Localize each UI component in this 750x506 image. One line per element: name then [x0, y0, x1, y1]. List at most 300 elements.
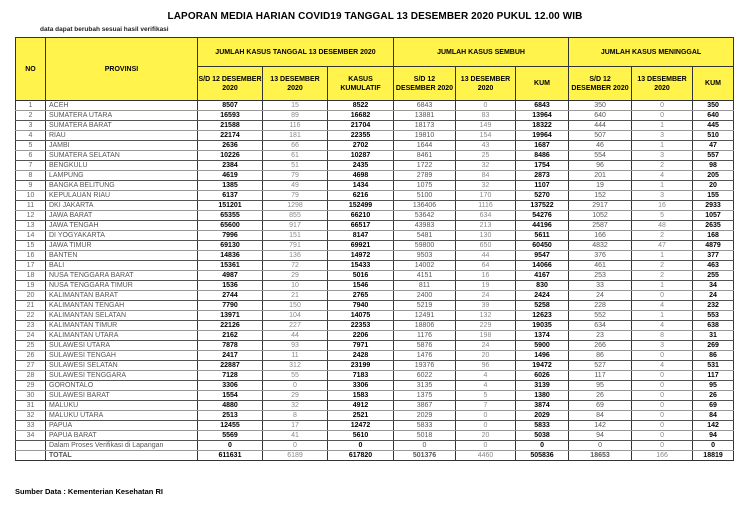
kasus-kum: 8147 — [328, 231, 394, 241]
sembuh-today: 198 — [456, 331, 516, 341]
meninggal-sd: 152 — [569, 191, 632, 201]
kasus-today: 32 — [263, 401, 328, 411]
meninggal-today: 0 — [632, 431, 693, 441]
kasus-today: 136 — [263, 251, 328, 261]
kasus-kum: 22355 — [328, 131, 394, 141]
row-provinsi: BANGKA BELITUNG — [46, 181, 198, 191]
sembuh-sd: 12491 — [394, 311, 456, 321]
sembuh-sd: 59800 — [394, 241, 456, 251]
covid-report-table — [15, 37, 734, 461]
sembuh-sd: 43983 — [394, 221, 456, 231]
kasus-kum: 2765 — [328, 291, 394, 301]
meninggal-today: 0 — [632, 381, 693, 391]
row-provinsi: KEPULAUAN RIAU — [46, 191, 198, 201]
sembuh-sd: 5833 — [394, 421, 456, 431]
meninggal-kum: 18819 — [693, 451, 734, 461]
meninggal-sd: 444 — [569, 121, 632, 131]
table-row — [16, 191, 734, 201]
sembuh-today: 130 — [456, 231, 516, 241]
kasus-sd: 21588 — [198, 121, 263, 131]
meninggal-sd: 527 — [569, 361, 632, 371]
meninggal-kum: 155 — [693, 191, 734, 201]
sembuh-sd: 1075 — [394, 181, 456, 191]
kasus-today: 104 — [263, 311, 328, 321]
meninggal-sd: 0 — [569, 441, 632, 451]
row-provinsi: DKI JAKARTA — [46, 201, 198, 211]
meninggal-kum: 24 — [693, 291, 734, 301]
sembuh-today: 83 — [456, 111, 516, 121]
sembuh-sd: 1722 — [394, 161, 456, 171]
header-kasus-kum: KASUS KUMULATIF — [328, 67, 394, 101]
row-no: 32 — [16, 411, 46, 421]
table-row — [16, 321, 734, 331]
table-row — [16, 351, 734, 361]
sembuh-sd: 5100 — [394, 191, 456, 201]
meninggal-kum: 640 — [693, 111, 734, 121]
meninggal-kum: 168 — [693, 231, 734, 241]
row-no: 4 — [16, 131, 46, 141]
table-row — [16, 331, 734, 341]
sembuh-kum: 5611 — [516, 231, 569, 241]
kasus-kum: 1434 — [328, 181, 394, 191]
row-provinsi: TOTAL — [46, 451, 198, 461]
kasus-today: 917 — [263, 221, 328, 231]
sembuh-kum: 3139 — [516, 381, 569, 391]
meninggal-today: 16 — [632, 201, 693, 211]
row-provinsi: KALIMANTAN BARAT — [46, 291, 198, 301]
row-provinsi: SUMATERA BARAT — [46, 121, 198, 131]
meninggal-kum: 445 — [693, 121, 734, 131]
row-no: 5 — [16, 141, 46, 151]
meninggal-sd: 26 — [569, 391, 632, 401]
sembuh-today: 39 — [456, 301, 516, 311]
kasus-kum: 14972 — [328, 251, 394, 261]
meninggal-today: 3 — [632, 341, 693, 351]
kasus-sd: 7878 — [198, 341, 263, 351]
sembuh-sd: 501376 — [394, 451, 456, 461]
sembuh-sd: 8461 — [394, 151, 456, 161]
kasus-kum: 2206 — [328, 331, 394, 341]
row-provinsi: GORONTALO — [46, 381, 198, 391]
meninggal-kum: 34 — [693, 281, 734, 291]
table-row — [16, 441, 734, 451]
meninggal-today: 2 — [632, 161, 693, 171]
meninggal-kum: 142 — [693, 421, 734, 431]
meninggal-today: 0 — [632, 111, 693, 121]
row-provinsi: MALUKU — [46, 401, 198, 411]
row-provinsi: SULAWESI TENGAH — [46, 351, 198, 361]
kasus-today: 44 — [263, 331, 328, 341]
kasus-sd: 7996 — [198, 231, 263, 241]
sembuh-kum: 18322 — [516, 121, 569, 131]
sembuh-sd: 18806 — [394, 321, 456, 331]
meninggal-sd: 640 — [569, 111, 632, 121]
kasus-sd: 12455 — [198, 421, 263, 431]
kasus-today: 41 — [263, 431, 328, 441]
sembuh-kum: 0 — [516, 441, 569, 451]
kasus-kum: 0 — [328, 441, 394, 451]
meninggal-kum: 638 — [693, 321, 734, 331]
row-provinsi: PAPUA BARAT — [46, 431, 198, 441]
kasus-today: 151 — [263, 231, 328, 241]
sembuh-kum: 6026 — [516, 371, 569, 381]
kasus-sd: 3306 — [198, 381, 263, 391]
row-no: 27 — [16, 361, 46, 371]
row-no: 19 — [16, 281, 46, 291]
meninggal-sd: 46 — [569, 141, 632, 151]
row-provinsi: KALIMANTAN TIMUR — [46, 321, 198, 331]
table-row — [16, 111, 734, 121]
kasus-kum: 3306 — [328, 381, 394, 391]
kasus-sd: 5569 — [198, 431, 263, 441]
meninggal-kum: 463 — [693, 261, 734, 271]
row-no: 13 — [16, 221, 46, 231]
sembuh-sd: 19376 — [394, 361, 456, 371]
sembuh-kum: 14066 — [516, 261, 569, 271]
kasus-kum: 2428 — [328, 351, 394, 361]
table-row — [16, 301, 734, 311]
sembuh-today: 32 — [456, 181, 516, 191]
kasus-kum: 617820 — [328, 451, 394, 461]
meninggal-today: 8 — [632, 331, 693, 341]
sembuh-sd: 3135 — [394, 381, 456, 391]
sembuh-today: 4 — [456, 371, 516, 381]
sembuh-today: 44 — [456, 251, 516, 261]
kasus-kum: 7940 — [328, 301, 394, 311]
meninggal-kum: 2933 — [693, 201, 734, 211]
meninggal-sd: 86 — [569, 351, 632, 361]
kasus-kum: 2435 — [328, 161, 394, 171]
row-no: 25 — [16, 341, 46, 351]
row-provinsi: SULAWESI SELATAN — [46, 361, 198, 371]
kasus-kum: 66517 — [328, 221, 394, 231]
row-no: 33 — [16, 421, 46, 431]
table-row — [16, 161, 734, 171]
kasus-kum: 12472 — [328, 421, 394, 431]
row-no: 15 — [16, 241, 46, 251]
table-row — [16, 381, 734, 391]
meninggal-today: 1 — [632, 141, 693, 151]
kasus-kum: 21704 — [328, 121, 394, 131]
kasus-sd: 65600 — [198, 221, 263, 231]
row-no: 12 — [16, 211, 46, 221]
meninggal-today: 1 — [632, 311, 693, 321]
sembuh-kum: 1107 — [516, 181, 569, 191]
kasus-today: 8 — [263, 411, 328, 421]
meninggal-kum: 20 — [693, 181, 734, 191]
row-no: 28 — [16, 371, 46, 381]
sembuh-sd: 5219 — [394, 301, 456, 311]
row-no: 24 — [16, 331, 46, 341]
sembuh-kum: 19035 — [516, 321, 569, 331]
table-row — [16, 231, 734, 241]
kasus-today: 17 — [263, 421, 328, 431]
table-row — [16, 171, 734, 181]
kasus-today: 6189 — [263, 451, 328, 461]
row-no: 34 — [16, 431, 46, 441]
meninggal-sd: 554 — [569, 151, 632, 161]
kasus-sd: 2384 — [198, 161, 263, 171]
sembuh-kum: 5258 — [516, 301, 569, 311]
row-no: 31 — [16, 401, 46, 411]
sembuh-today: 20 — [456, 351, 516, 361]
kasus-sd: 0 — [198, 441, 263, 451]
kasus-today: 79 — [263, 191, 328, 201]
row-no: 17 — [16, 261, 46, 271]
kasus-today: 10 — [263, 281, 328, 291]
kasus-today: 61 — [263, 151, 328, 161]
table-row — [16, 101, 734, 111]
meninggal-kum: 4879 — [693, 241, 734, 251]
sembuh-sd: 14002 — [394, 261, 456, 271]
kasus-sd: 65355 — [198, 211, 263, 221]
row-provinsi: KALIMANTAN TENGAH — [46, 301, 198, 311]
meninggal-today: 1 — [632, 121, 693, 131]
meninggal-today: 1 — [632, 251, 693, 261]
kasus-kum: 152499 — [328, 201, 394, 211]
row-no: 21 — [16, 301, 46, 311]
kasus-sd: 1536 — [198, 281, 263, 291]
sembuh-today: 25 — [456, 151, 516, 161]
kasus-sd: 6137 — [198, 191, 263, 201]
meninggal-kum: 269 — [693, 341, 734, 351]
sembuh-kum: 5270 — [516, 191, 569, 201]
meninggal-kum: 31 — [693, 331, 734, 341]
meninggal-today: 2 — [632, 231, 693, 241]
meninggal-kum: 2635 — [693, 221, 734, 231]
sembuh-sd: 2789 — [394, 171, 456, 181]
row-provinsi: ACEH — [46, 101, 198, 111]
kasus-sd: 151201 — [198, 201, 263, 211]
kasus-sd: 22126 — [198, 321, 263, 331]
meninggal-sd: 166 — [569, 231, 632, 241]
sembuh-today: 20 — [456, 431, 516, 441]
kasus-kum: 16682 — [328, 111, 394, 121]
kasus-today: 72 — [263, 261, 328, 271]
total-row — [16, 451, 734, 461]
sembuh-today: 24 — [456, 291, 516, 301]
header-sembuh-sd: S/D 12 DESEMBER 2020 — [394, 67, 456, 101]
source-note: Sumber Data : Kementerian Kesehatan RI — [15, 487, 163, 496]
table-row — [16, 371, 734, 381]
meninggal-sd: 228 — [569, 301, 632, 311]
row-provinsi: PAPUA — [46, 421, 198, 431]
kasus-kum: 23199 — [328, 361, 394, 371]
sembuh-today: 1116 — [456, 201, 516, 211]
row-no — [16, 451, 46, 461]
header-meninggal-kum: KUM — [693, 67, 734, 101]
sembuh-today: 84 — [456, 171, 516, 181]
kasus-sd: 2417 — [198, 351, 263, 361]
sembuh-sd: 6022 — [394, 371, 456, 381]
header-meninggal-today: 13 DESEMBER 2020 — [632, 67, 693, 101]
row-no: 20 — [16, 291, 46, 301]
kasus-kum: 10287 — [328, 151, 394, 161]
header-kasus-sd: S/D 12 DESEMBER 2020 — [198, 67, 263, 101]
meninggal-sd: 253 — [569, 271, 632, 281]
table-row — [16, 251, 734, 261]
sembuh-kum: 830 — [516, 281, 569, 291]
row-provinsi: Dalam Proses Verifikasi di Lapangan — [46, 441, 198, 451]
row-no: 30 — [16, 391, 46, 401]
meninggal-kum: 510 — [693, 131, 734, 141]
kasus-today: 116 — [263, 121, 328, 131]
meninggal-kum: 531 — [693, 361, 734, 371]
sembuh-today: 0 — [456, 421, 516, 431]
kasus-today: 21 — [263, 291, 328, 301]
sembuh-today: 650 — [456, 241, 516, 251]
sembuh-sd: 4151 — [394, 271, 456, 281]
table-row — [16, 261, 734, 271]
header-kasus-today: 13 DESEMBER 2020 — [263, 67, 328, 101]
kasus-today: 791 — [263, 241, 328, 251]
header-no: NO — [16, 38, 46, 101]
sembuh-sd: 136406 — [394, 201, 456, 211]
meninggal-sd: 201 — [569, 171, 632, 181]
row-provinsi: KALIMANTAN UTARA — [46, 331, 198, 341]
sembuh-kum: 8486 — [516, 151, 569, 161]
meninggal-kum: 205 — [693, 171, 734, 181]
kasus-sd: 7128 — [198, 371, 263, 381]
sembuh-kum: 6843 — [516, 101, 569, 111]
report-subtitle: data dapat berubah sesuai hasil verifikasi — [40, 26, 169, 33]
meninggal-sd: 4832 — [569, 241, 632, 251]
sembuh-sd: 9503 — [394, 251, 456, 261]
meninggal-kum: 0 — [693, 441, 734, 451]
table-row — [16, 241, 734, 251]
meninggal-today: 1 — [632, 281, 693, 291]
table-row — [16, 281, 734, 291]
meninggal-sd: 2587 — [569, 221, 632, 231]
kasus-kum: 7971 — [328, 341, 394, 351]
row-provinsi: DI YOGYAKARTA — [46, 231, 198, 241]
table-row — [16, 341, 734, 351]
kasus-kum: 4698 — [328, 171, 394, 181]
kasus-sd: 10226 — [198, 151, 263, 161]
row-no: 7 — [16, 161, 46, 171]
table-row — [16, 391, 734, 401]
sembuh-today: 5 — [456, 391, 516, 401]
kasus-sd: 2744 — [198, 291, 263, 301]
row-provinsi: JAWA TENGAH — [46, 221, 198, 231]
sembuh-kum: 5833 — [516, 421, 569, 431]
kasus-today: 0 — [263, 381, 328, 391]
kasus-sd: 2513 — [198, 411, 263, 421]
sembuh-sd: 2400 — [394, 291, 456, 301]
kasus-kum: 5016 — [328, 271, 394, 281]
kasus-sd: 4880 — [198, 401, 263, 411]
meninggal-kum: 94 — [693, 431, 734, 441]
meninggal-today: 2 — [632, 271, 693, 281]
sembuh-sd: 5018 — [394, 431, 456, 441]
sembuh-kum: 60450 — [516, 241, 569, 251]
meninggal-today: 0 — [632, 411, 693, 421]
report-title: LAPORAN MEDIA HARIAN COVID19 TANGGAL 13 DESEMBER 2020 PUKUL 12.00 WIB — [167, 11, 583, 22]
sembuh-kum: 1687 — [516, 141, 569, 151]
row-no: 8 — [16, 171, 46, 181]
sembuh-today: 0 — [456, 441, 516, 451]
kasus-sd: 22174 — [198, 131, 263, 141]
sembuh-sd: 5481 — [394, 231, 456, 241]
row-provinsi: SULAWESI TENGGARA — [46, 371, 198, 381]
meninggal-sd: 142 — [569, 421, 632, 431]
kasus-sd: 2162 — [198, 331, 263, 341]
sembuh-kum: 19964 — [516, 131, 569, 141]
sembuh-sd: 1375 — [394, 391, 456, 401]
kasus-sd: 69130 — [198, 241, 263, 251]
row-no: 18 — [16, 271, 46, 281]
sembuh-today: 0 — [456, 101, 516, 111]
table-row — [16, 121, 734, 131]
kasus-today: 29 — [263, 271, 328, 281]
sembuh-kum: 2424 — [516, 291, 569, 301]
meninggal-today: 4 — [632, 171, 693, 181]
kasus-kum: 2521 — [328, 411, 394, 421]
header-sembuh-today: 13 DESEMBER 2020 — [456, 67, 516, 101]
sembuh-kum: 13964 — [516, 111, 569, 121]
sembuh-sd: 811 — [394, 281, 456, 291]
kasus-today: 93 — [263, 341, 328, 351]
meninggal-today: 0 — [632, 371, 693, 381]
kasus-today: 79 — [263, 171, 328, 181]
table-row — [16, 401, 734, 411]
meninggal-kum: 84 — [693, 411, 734, 421]
header-sembuh-group: JUMLAH KASUS SEMBUH — [394, 38, 569, 67]
kasus-today: 181 — [263, 131, 328, 141]
kasus-kum: 6216 — [328, 191, 394, 201]
kasus-sd: 22887 — [198, 361, 263, 371]
meninggal-today: 166 — [632, 451, 693, 461]
header-meninggal-sd: S/D 12 DESEMBER 2020 — [569, 67, 632, 101]
row-provinsi: MALUKU UTARA — [46, 411, 198, 421]
row-no: 26 — [16, 351, 46, 361]
sembuh-today: 24 — [456, 341, 516, 351]
row-no: 14 — [16, 231, 46, 241]
meninggal-sd: 461 — [569, 261, 632, 271]
kasus-kum: 1546 — [328, 281, 394, 291]
meninggal-sd: 96 — [569, 161, 632, 171]
sembuh-sd: 53642 — [394, 211, 456, 221]
kasus-sd: 15361 — [198, 261, 263, 271]
kasus-today: 1298 — [263, 201, 328, 211]
kasus-sd: 14836 — [198, 251, 263, 261]
meninggal-today: 48 — [632, 221, 693, 231]
kasus-kum: 22353 — [328, 321, 394, 331]
meninggal-sd: 376 — [569, 251, 632, 261]
kasus-sd: 2636 — [198, 141, 263, 151]
sembuh-today: 19 — [456, 281, 516, 291]
meninggal-kum: 47 — [693, 141, 734, 151]
row-no: 16 — [16, 251, 46, 261]
row-no: 10 — [16, 191, 46, 201]
meninggal-sd: 2917 — [569, 201, 632, 211]
meninggal-sd: 117 — [569, 371, 632, 381]
kasus-sd: 13971 — [198, 311, 263, 321]
row-provinsi: BANTEN — [46, 251, 198, 261]
meninggal-today: 4 — [632, 301, 693, 311]
row-no — [16, 441, 46, 451]
sembuh-today: 0 — [456, 411, 516, 421]
row-provinsi: JAMBI — [46, 141, 198, 151]
kasus-sd: 8507 — [198, 101, 263, 111]
kasus-kum: 15433 — [328, 261, 394, 271]
sembuh-sd: 3867 — [394, 401, 456, 411]
sembuh-today: 170 — [456, 191, 516, 201]
meninggal-kum: 350 — [693, 101, 734, 111]
sembuh-kum: 9547 — [516, 251, 569, 261]
sembuh-kum: 5038 — [516, 431, 569, 441]
meninggal-sd: 266 — [569, 341, 632, 351]
